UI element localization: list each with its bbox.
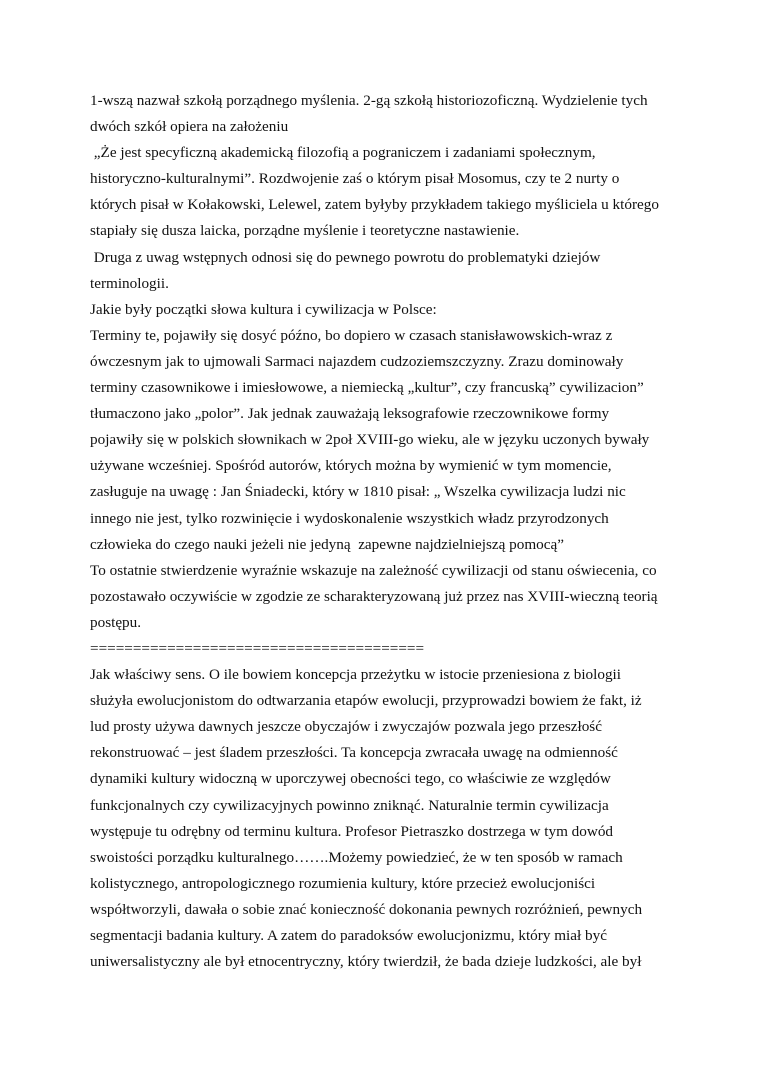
text-line: terminy czasownikowe i imiesłowowe, a niemiecką „kultur”, czy francuską” cywilizacion” — [90, 379, 644, 397]
text-line: pojawiły się w polskich słownikach w 2poł XVIII-go wieku, ale w języku uczonych bywały — [90, 431, 650, 449]
text-line: dynamiki kultury widoczną w uporczywej obecności tego, co właściwie ze względów — [90, 770, 611, 788]
text-line: uniwersalistyczny ale był etnocentryczny, który twierdził, że bada dzieje ludzkości, ale był — [90, 953, 642, 971]
text-line: używane wcześniej. Spośród autorów, których można by wymienić w tym momencie, — [90, 457, 612, 475]
text-line: innego nie jest, tylko rozwinięcie i wydoskonalenie wszystkich władz przyrodzonych — [90, 509, 609, 527]
text-line: To ostatnie stwierdzenie wyraźnie wskazuje na zależność cywilizacji od stanu oświecenia, co — [90, 561, 657, 579]
text-line: funkcjonalnych czy cywilizacyjnych powinno zniknąć. Naturalnie termin cywilizacja — [90, 796, 609, 814]
text-line: pozostawało oczywiście w zgodzie ze scharakteryzowaną już przez nas XVIII-wieczną teorią — [90, 587, 658, 605]
text-line: występuje tu odrębny od terminu kultura. Profesor Pietraszko dostrzega w tym dowód — [90, 822, 614, 840]
document-body — [90, 88, 675, 975]
text-line: segmentacji badania kultury. A zatem do paradoksów ewolucjonizmu, który miał być — [90, 927, 607, 944]
text-line: tłumaczono jako „polor”. Jak jednak zauważają leksografowie rzeczownikowe formy — [90, 405, 610, 423]
text-line: zasługuje na uwagę : Jan Śniadecki, który w 1810 pisał: „ Wszelka cywilizacja ludzi nic — [90, 483, 626, 501]
text-line: historyczno-kulturalnymi”. Rozdwojenie zaś o którym pisał Mosomus, czy te 2 nurty o — [90, 170, 620, 188]
text-line: Jakie były początki słowa kultura i cywilizacja w Polsce: — [90, 300, 437, 318]
text-line: ówczesnym jak to ujmowali Sarmaci najazdem cudzoziemszczyzny. Zrazu dominowały — [90, 352, 624, 370]
text-line: terminologii. — [90, 274, 169, 292]
text-line: służyła ewolucjonistom do odtwarzania etapów ewolucji, przyprowadzi bowiem że fakt, iż — [90, 692, 642, 710]
text-line: dwóch szkół opiera na założeniu — [90, 118, 289, 136]
text-line: których pisał w Kołakowski, Lelewel, zatem byłyby przykładem takiego myśliciela u którego — [90, 196, 659, 214]
text-line: 1-wszą nazwał szkołą porządnego myślenia. 2-gą szkołą historiozoficzną. Wydzielenie tych — [90, 92, 648, 109]
text-line: Jak właściwy sens. O ile bowiem koncepcja przeżytku w istocie przeniesiona z biologii — [90, 666, 621, 684]
text-line: współtworzyli, dawała o sobie znać konieczność dokonania pewnych rozróżnień, pewnych — [90, 900, 643, 918]
section-separator: ======================================= — [90, 639, 425, 657]
text-line: stapiały się dusza laicka, porządne myślenie i teoretyczne nastawienie. — [90, 222, 520, 240]
text-line: Druga z uwag wstępnych odnosi się do pewnego powrotu do problematyki dziejów — [90, 248, 601, 266]
text-line: lud prosty używa dawnych jeszcze obyczajów i zwyczajów pozwala jego przeszłość — [90, 718, 602, 736]
text-line: swoistości porządku kulturalnego…….Możemy powiedzieć, że w ten sposób w ramach — [90, 848, 623, 866]
text-line: Terminy te, pojawiły się dosyć późno, bo dopiero w czasach stanisławowskich-wraz z — [90, 326, 613, 344]
text-line: rekonstruować – jest śladem przeszłości. Ta koncepcja zwracała uwagę na odmienność — [90, 744, 618, 762]
text-line: człowieka do czego nauki jeżeli nie jedyną zapewne najdzielniejszą pomocą” — [90, 535, 564, 553]
text-line: „Że jest specyficzną akademicką filozofią a pograniczem i zadaniami społecznym, — [90, 144, 596, 162]
text-line: kolistycznego, antropologicznego rozumienia kultury, które przecież ewolucjoniści — [90, 874, 596, 892]
text-line: postępu. — [90, 613, 142, 631]
